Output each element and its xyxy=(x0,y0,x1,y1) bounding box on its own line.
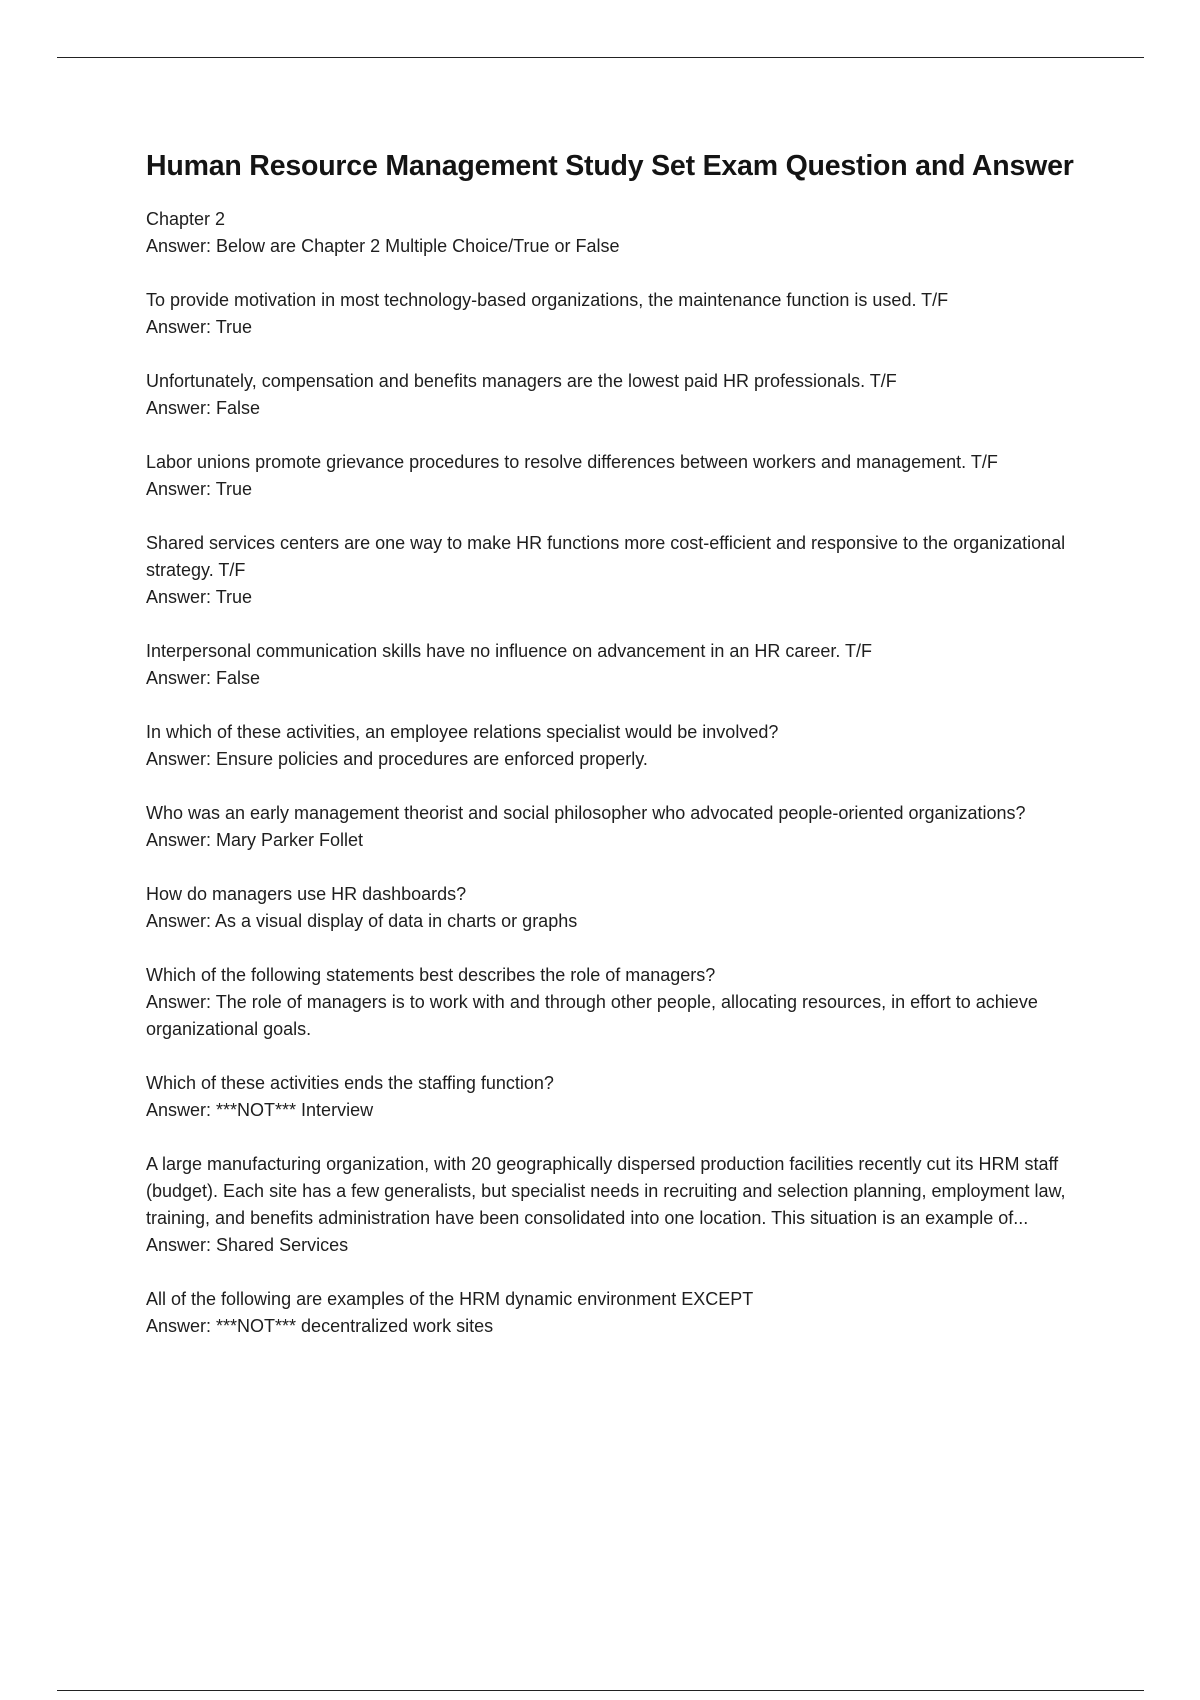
answer-text: Answer: As a visual display of data in charts or graphs xyxy=(146,911,578,931)
question-text: Which of these activities ends the staffing function? xyxy=(146,1073,554,1093)
question-text: In which of these activities, an employee relations specialist would be involved? xyxy=(146,722,779,742)
qa-block xyxy=(146,287,1091,341)
question-text: Shared services centers are one way to make HR functions more cost-efficient and responsive to the organizational strategy. T/F xyxy=(146,533,1066,580)
qa-block xyxy=(146,1286,1091,1340)
qa-block xyxy=(146,530,1091,611)
qa-block xyxy=(146,719,1091,773)
qa-block xyxy=(146,1151,1091,1259)
qa-block xyxy=(146,368,1091,422)
document-title: Human Resource Management Study Set Exam Question and Answer xyxy=(146,150,1074,182)
answer-text: Answer: True xyxy=(146,317,253,337)
answer-text: Answer: The role of managers is to work with and through other people, allocating resources, in effort to achieve organizational goals. xyxy=(146,992,1038,1039)
qa-block xyxy=(146,1070,1091,1124)
question-text: Interpersonal communication skills have no influence on advancement in an HR career. T/F xyxy=(146,641,873,661)
question-text: Which of the following statements best describes the role of managers? xyxy=(146,965,716,985)
qa-block xyxy=(146,206,1091,260)
qa-block xyxy=(146,962,1091,1043)
top-rule xyxy=(57,57,1144,58)
answer-text: Answer: True xyxy=(146,587,253,607)
qa-block xyxy=(146,881,1091,935)
qa-block xyxy=(146,800,1091,854)
answer-text: Answer: False xyxy=(146,668,261,688)
question-text: A large manufacturing organization, with 20 geographically dispersed production facilities recently cut its HRM staff (budget). Each site has a few generalists, but specialist needs in recruiting and selection planning, employment law, training, and benefits administration have been consolidated into one location. This situation is an example of... xyxy=(146,1154,1066,1228)
answer-text: Answer: ***NOT*** Interview xyxy=(146,1100,374,1120)
qa-block xyxy=(146,638,1091,692)
bottom-rule xyxy=(57,1690,1144,1691)
question-text: All of the following are examples of the HRM dynamic environment EXCEPT xyxy=(146,1289,754,1309)
question-text: Chapter 2 xyxy=(146,209,226,229)
answer-text: Answer: Ensure policies and procedures are enforced properly. xyxy=(146,749,648,769)
question-text: Labor unions promote grievance procedures to resolve differences between workers and management. T/F xyxy=(146,452,998,472)
question-text: How do managers use HR dashboards? xyxy=(146,884,467,904)
answer-text: Answer: Mary Parker Follet xyxy=(146,830,364,850)
answer-text: Answer: Below are Chapter 2 Multiple Choice/True or False xyxy=(146,236,620,256)
qa-block xyxy=(146,449,1091,503)
question-text: To provide motivation in most technology-based organizations, the maintenance function is used. T/F xyxy=(146,290,949,310)
answer-text: Answer: False xyxy=(146,398,261,418)
answer-text: Answer: True xyxy=(146,479,253,499)
question-text: Who was an early management theorist and social philosopher who advocated people-oriented organizations? xyxy=(146,803,1026,823)
answer-text: Answer: ***NOT*** decentralized work sites xyxy=(146,1316,494,1336)
answer-text: Answer: Shared Services xyxy=(146,1235,349,1255)
document-body xyxy=(146,148,1091,1367)
question-text: Unfortunately, compensation and benefits managers are the lowest paid HR professionals. T/F xyxy=(146,371,897,391)
